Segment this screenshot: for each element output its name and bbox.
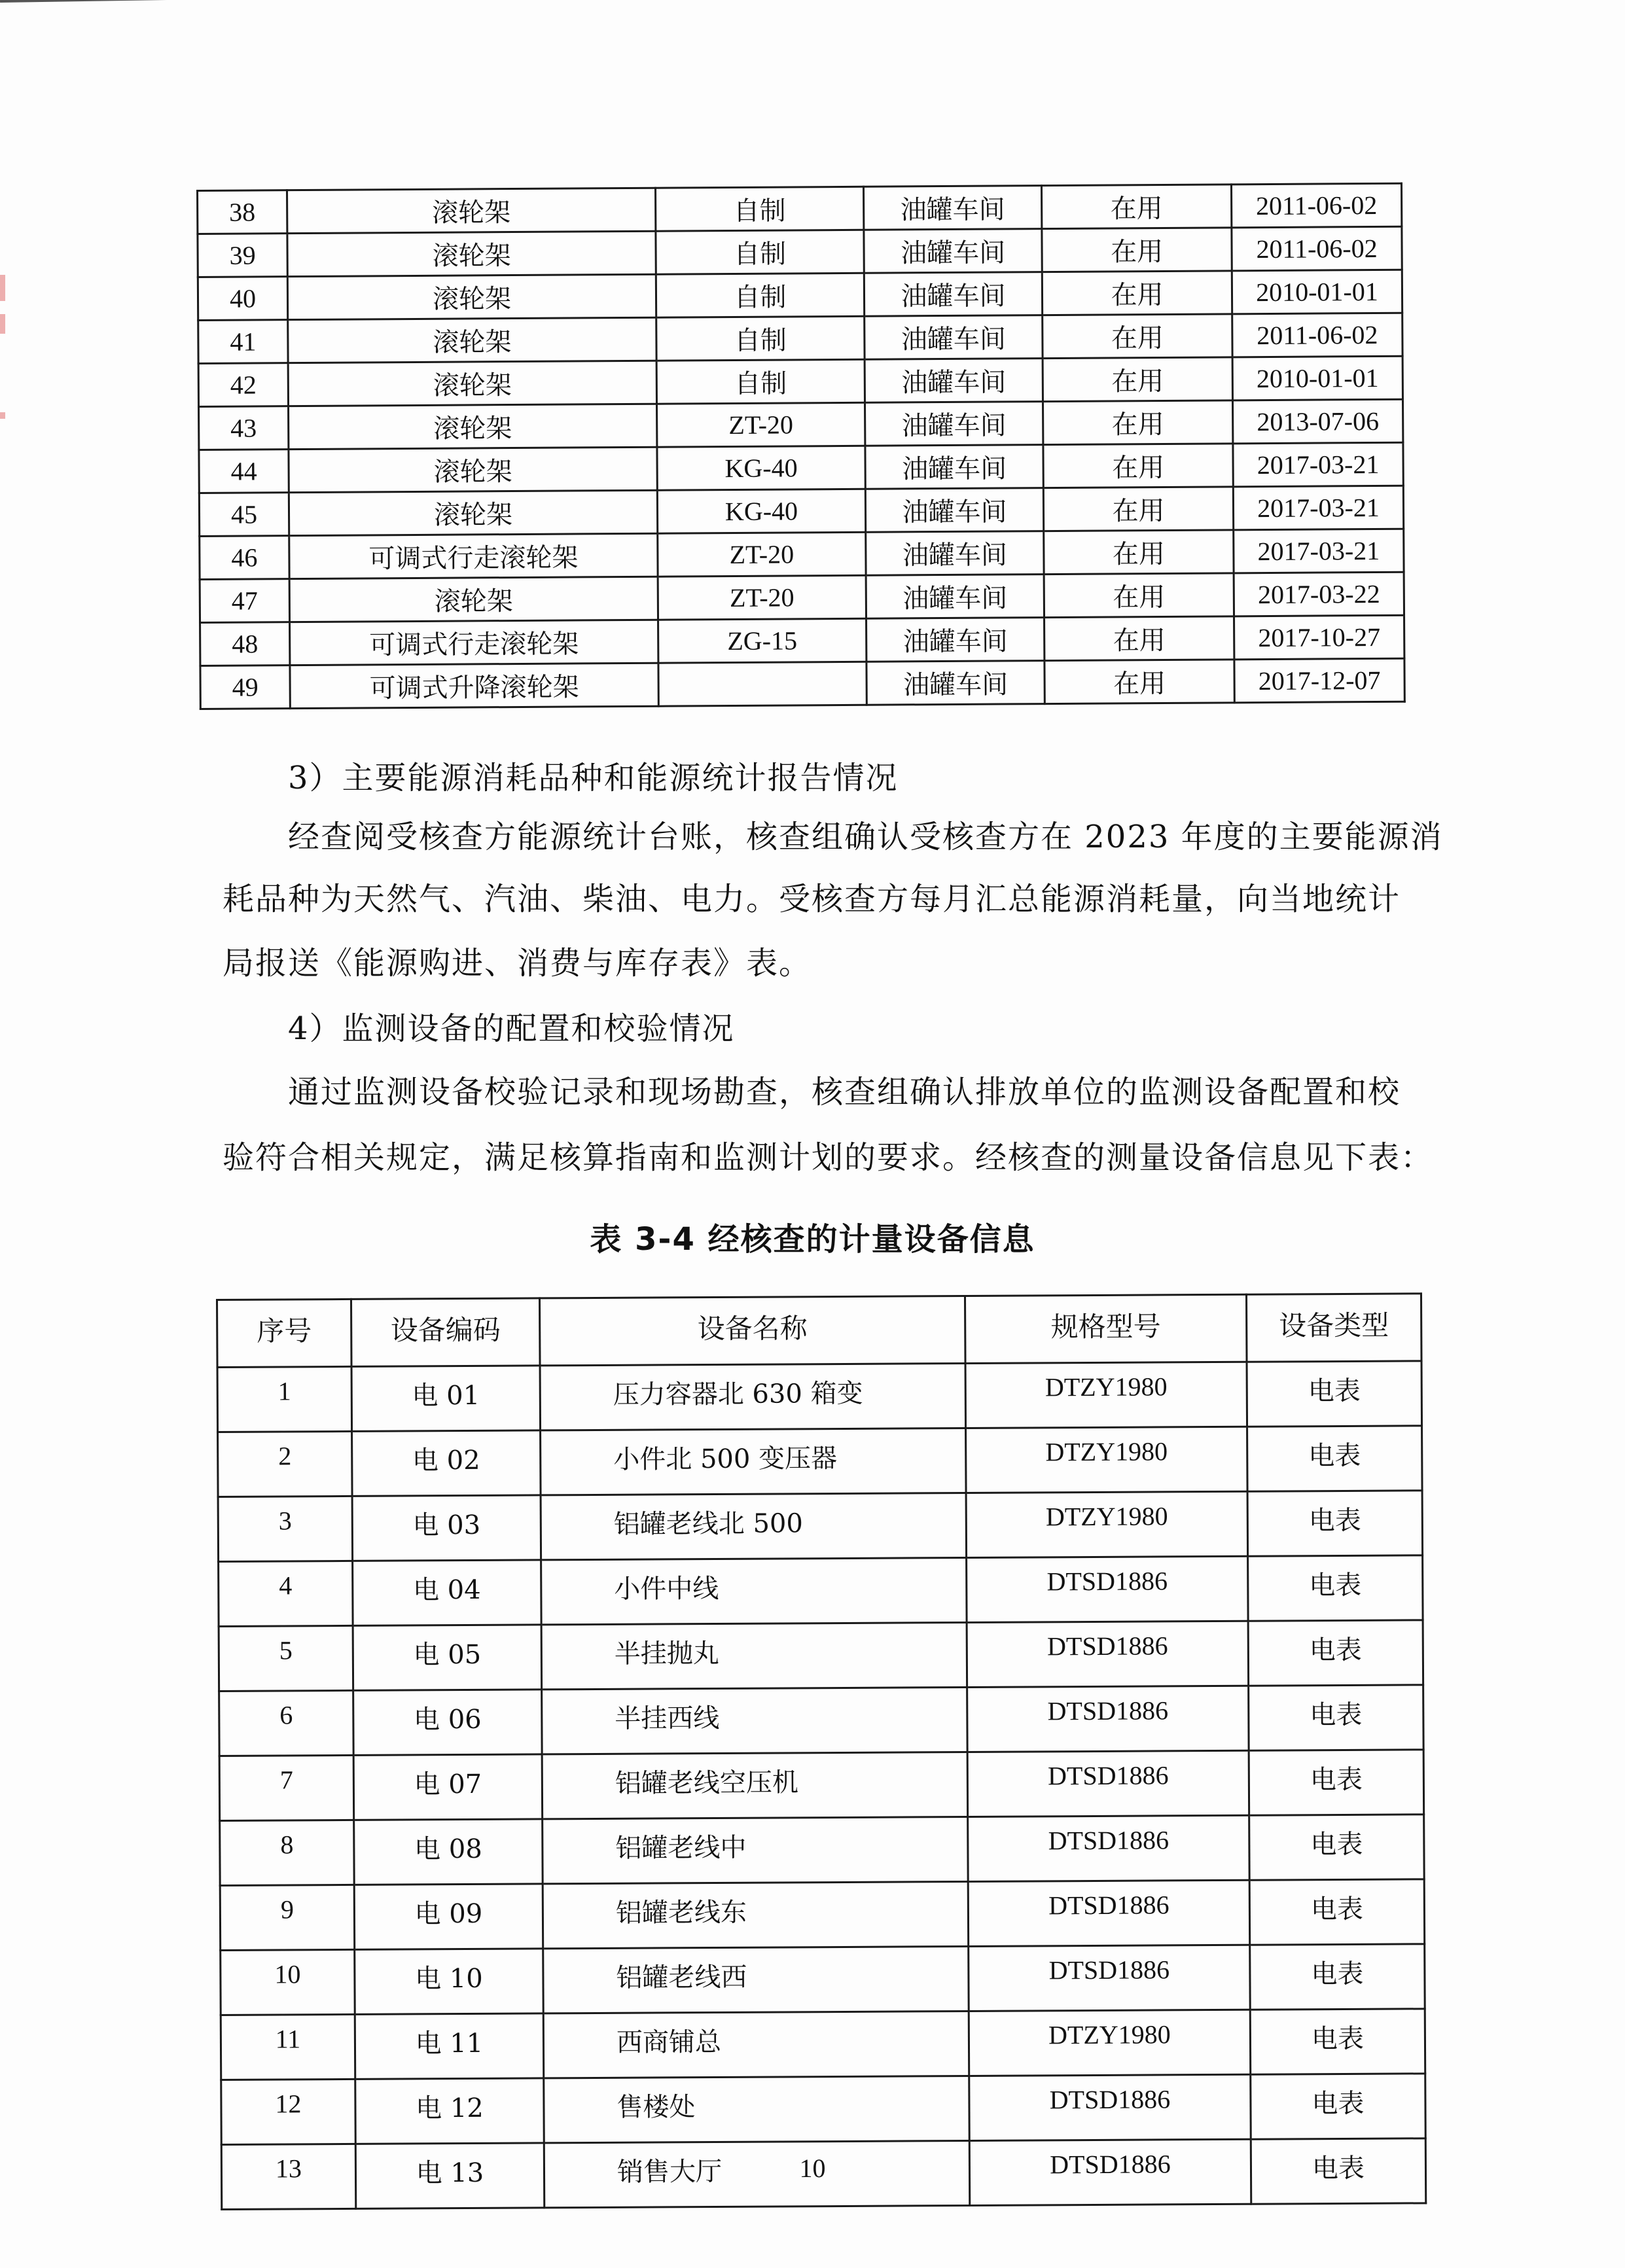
meter-model-cell: DTSD1886 xyxy=(968,1815,1250,1881)
equipment-model-cell: 自制 xyxy=(655,186,863,231)
meter-type-cell: 电表 xyxy=(1248,1555,1423,1621)
equipment-location-cell: 油罐车间 xyxy=(865,488,1043,533)
equipment-row xyxy=(200,658,1404,709)
meter-model-cell: DTSD1886 xyxy=(967,1686,1249,1752)
equipment-row xyxy=(199,486,1403,536)
equipment-name-cell: 滚轮架 xyxy=(289,576,658,622)
meter-type-cell: 电表 xyxy=(1247,1491,1423,1556)
meter-type-cell: 电表 xyxy=(1247,1361,1422,1426)
equipment-model-cell: 自制 xyxy=(656,273,864,317)
equipment-status-cell: 在用 xyxy=(1044,573,1234,618)
section4-line: 验符合相关规定，满足核算指南和监测计划的要求。经核查的测量设备信息见下表： xyxy=(223,1139,1434,1176)
meter-type-cell: 电表 xyxy=(1249,1815,1425,1880)
meter-code-cell: 电 08 xyxy=(354,1819,543,1885)
meter-code-cell: 电 01 xyxy=(351,1366,541,1432)
equipment-location-cell: 油罐车间 xyxy=(865,402,1043,446)
meter-no-cell: 3 xyxy=(218,1496,353,1561)
meter-code-cell: 电 11 xyxy=(355,2013,544,2080)
section3-line: 耗品种为天然气、汽油、柴油、电力。受核查方每月汇总能源消耗量，向当地统计 xyxy=(223,881,1401,917)
equipment-name-cell: 可调式升降滚轮架 xyxy=(290,663,658,708)
equipment-status-cell: 在用 xyxy=(1044,530,1234,575)
equipment-date-cell: 2011-06-02 xyxy=(1232,226,1402,271)
equipment-model-cell: KG-40 xyxy=(657,446,865,490)
equipment-model-cell: KG-40 xyxy=(657,489,865,533)
meter-name-cell: 销售大厅 xyxy=(544,2140,970,2207)
meter-no-cell: 2 xyxy=(218,1431,353,1497)
equipment-date-cell: 2010-01-01 xyxy=(1232,270,1402,314)
equipment-location-cell: 油罐车间 xyxy=(866,661,1045,705)
equipment-row xyxy=(200,572,1404,622)
equipment-no-cell: 39 xyxy=(198,234,287,277)
equipment-model-cell: ZT-20 xyxy=(657,402,865,447)
meter-row xyxy=(220,1879,1424,1951)
equipment-date-cell: 2010-01-01 xyxy=(1232,356,1402,400)
equipment-name-cell: 滚轮架 xyxy=(287,231,656,276)
equipment-row xyxy=(198,270,1402,320)
meter-no-cell: 4 xyxy=(219,1561,353,1626)
equipment-model-cell xyxy=(658,662,866,706)
page-number: 10 xyxy=(799,2153,826,2183)
equipment-status-cell: 在用 xyxy=(1043,400,1233,445)
equipment-model-cell: 自制 xyxy=(656,359,865,404)
equipment-date-cell: 2011-06-02 xyxy=(1232,313,1402,357)
equipment-model-cell: ZG-15 xyxy=(658,618,866,663)
section3-heading: 3）主要能源消耗品种和能源统计报告情况 xyxy=(288,760,899,796)
meter-code-cell: 电 13 xyxy=(355,2143,545,2209)
meter-model-cell: DTZY1980 xyxy=(965,1362,1247,1428)
equipment-location-cell: 油罐车间 xyxy=(865,315,1043,360)
meter-model-cell: DTSD1886 xyxy=(969,2139,1251,2205)
equipment-location-cell: 油罐车间 xyxy=(864,229,1042,274)
equipment-status-cell: 在用 xyxy=(1045,660,1234,704)
equipment-date-cell: 2017-03-21 xyxy=(1233,442,1403,487)
equipment-no-cell: 43 xyxy=(199,406,289,450)
meter-code-cell: 电 09 xyxy=(354,1884,543,1950)
equipment-no-cell: 48 xyxy=(200,622,290,666)
equipment-status-cell: 在用 xyxy=(1043,444,1233,488)
equipment-location-cell: 油罐车间 xyxy=(865,445,1043,489)
meter-code-cell: 电 12 xyxy=(355,2078,545,2144)
meter-type-cell: 电表 xyxy=(1251,2138,1426,2204)
equipment-status-cell: 在用 xyxy=(1043,314,1232,359)
meter-no-cell: 8 xyxy=(220,1820,355,1885)
meter-name-cell: 半挂抛丸 xyxy=(541,1623,967,1690)
header-cell: 设备编码 xyxy=(351,1298,541,1367)
meter-row xyxy=(221,2009,1425,2080)
equipment-no-cell: 45 xyxy=(199,493,289,537)
equipment-model-cell: 自制 xyxy=(656,316,865,361)
meter-name-cell: 铝罐老线中 xyxy=(543,1816,969,1883)
equipment-date-cell: 2017-10-27 xyxy=(1234,615,1404,660)
header-cell: 序号 xyxy=(217,1299,352,1367)
equipment-location-cell: 油罐车间 xyxy=(863,186,1041,230)
equipment-row xyxy=(200,615,1404,665)
equipment-name-cell: 滚轮架 xyxy=(288,317,656,363)
meter-code-cell: 电 05 xyxy=(353,1625,542,1691)
equipment-model-cell: 自制 xyxy=(656,230,864,274)
equipment-row xyxy=(198,183,1402,234)
table-caption: 表 3-4 经核查的计量设备信息 xyxy=(590,1221,1035,1258)
equipment-location-cell: 油罐车间 xyxy=(866,531,1044,576)
equipment-no-cell: 49 xyxy=(200,665,290,709)
meter-row xyxy=(221,2074,1425,2145)
header-cell: 规格型号 xyxy=(965,1294,1247,1363)
meter-name-cell: 铝罐老线北 500 xyxy=(541,1493,967,1560)
equipment-date-cell: 2017-12-07 xyxy=(1234,658,1404,703)
section3-line: 局报送《能源购进、消费与库存表》表。 xyxy=(223,945,812,982)
meter-model-cell: DTZY1980 xyxy=(966,1426,1248,1493)
equipment-status-cell: 在用 xyxy=(1043,357,1232,402)
equipment-row xyxy=(198,313,1402,363)
equipment-name-cell: 滚轮架 xyxy=(289,490,657,535)
meter-model-cell: DTZY1980 xyxy=(969,2010,1251,2076)
equipment-date-cell: 2011-06-02 xyxy=(1231,183,1401,228)
equipment-no-cell: 42 xyxy=(198,363,288,407)
equipment-location-cell: 油罐车间 xyxy=(866,618,1045,662)
stamp-mark xyxy=(0,412,5,419)
meter-type-cell: 电表 xyxy=(1249,1879,1425,1945)
meter-model-cell: DTSD1886 xyxy=(969,2074,1251,2140)
meter-table-header xyxy=(217,1294,1422,1368)
meter-no-cell: 9 xyxy=(220,1885,355,1950)
equipment-date-cell: 2013-07-06 xyxy=(1232,399,1402,444)
meter-table xyxy=(216,1292,1427,2210)
meter-code-cell: 电 06 xyxy=(353,1690,543,1756)
equipment-date-cell: 2017-03-22 xyxy=(1234,572,1404,616)
meter-model-cell: DTSD1886 xyxy=(967,1750,1249,1816)
equipment-no-cell: 38 xyxy=(198,190,287,234)
equipment-table xyxy=(196,183,1406,710)
equipment-no-cell: 40 xyxy=(198,277,287,321)
meter-row xyxy=(219,1750,1423,1821)
meter-row xyxy=(219,1685,1423,1756)
meter-name-cell: 小件北 500 变压器 xyxy=(541,1428,967,1495)
header-cell: 设备类型 xyxy=(1246,1294,1421,1362)
meter-no-cell: 6 xyxy=(219,1690,354,1756)
equipment-name-cell: 滚轮架 xyxy=(288,361,656,406)
section3-line: 经查阅受核查方能源统计台账，核查组确认受核查方在 2023 年度的主要能源消 xyxy=(288,819,1443,855)
equipment-no-cell: 41 xyxy=(198,320,288,364)
equipment-row xyxy=(199,399,1403,450)
meter-no-cell: 11 xyxy=(221,2014,355,2080)
meter-type-cell: 电表 xyxy=(1249,1685,1424,1750)
meter-name-cell: 小件中线 xyxy=(541,1558,967,1625)
meter-type-cell: 电表 xyxy=(1251,2074,1426,2139)
meter-model-cell: DTZY1980 xyxy=(966,1491,1248,1557)
meter-code-cell: 电 02 xyxy=(352,1430,541,1497)
meter-no-cell: 13 xyxy=(221,2144,356,2209)
meter-code-cell: 电 07 xyxy=(353,1754,543,1820)
equipment-name-cell: 可调式行走滚轮架 xyxy=(290,620,658,665)
meter-no-cell: 12 xyxy=(221,2079,356,2144)
equipment-name-cell: 滚轮架 xyxy=(289,447,657,492)
meter-model-cell: DTSD1886 xyxy=(969,1945,1251,2011)
meter-no-cell: 5 xyxy=(219,1625,353,1691)
equipment-date-cell: 2017-03-21 xyxy=(1234,529,1404,573)
meter-row xyxy=(217,1361,1421,1432)
meter-name-cell: 西商铺总 xyxy=(543,2011,969,2078)
meter-type-cell: 电表 xyxy=(1250,1944,1425,2010)
equipment-name-cell: 滚轮架 xyxy=(289,404,657,449)
meter-model-cell: DTSD1886 xyxy=(967,1556,1249,1622)
equipment-location-cell: 油罐车间 xyxy=(864,272,1042,317)
equipment-model-cell: ZT-20 xyxy=(658,575,866,620)
stamp-mark xyxy=(0,314,5,334)
equipment-no-cell: 44 xyxy=(199,450,289,493)
header-cell: 设备名称 xyxy=(540,1296,966,1366)
equipment-status-cell: 在用 xyxy=(1043,487,1233,531)
stamp-mark xyxy=(0,275,5,301)
equipment-status-cell: 在用 xyxy=(1045,616,1234,661)
equipment-name-cell: 滚轮架 xyxy=(287,274,656,319)
equipment-row xyxy=(200,529,1404,579)
equipment-location-cell: 油罐车间 xyxy=(866,575,1044,619)
meter-name-cell: 铝罐老线空压机 xyxy=(542,1752,968,1818)
meter-row xyxy=(220,1815,1424,1886)
equipment-no-cell: 47 xyxy=(200,579,289,623)
meter-name-cell: 铝罐老线东 xyxy=(543,1881,969,1948)
equipment-status-cell: 在用 xyxy=(1042,228,1232,272)
meter-type-cell: 电表 xyxy=(1250,2009,1425,2074)
meter-code-cell: 电 03 xyxy=(352,1495,541,1561)
meter-type-cell: 电表 xyxy=(1249,1750,1424,1815)
scan-edge-line xyxy=(0,0,366,3)
equipment-name-cell: 滚轮架 xyxy=(287,188,656,233)
meter-row xyxy=(219,1555,1423,1627)
equipment-location-cell: 油罐车间 xyxy=(865,359,1043,403)
meter-no-cell: 7 xyxy=(219,1755,354,1820)
meter-name-cell: 铝罐老线西 xyxy=(543,1946,969,2013)
meter-row xyxy=(221,1944,1425,2015)
equipment-model-cell: ZT-20 xyxy=(658,532,866,576)
equipment-status-cell: 在用 xyxy=(1042,271,1232,315)
meter-row xyxy=(219,1620,1423,1692)
meter-model-cell: DTSD1886 xyxy=(967,1621,1249,1687)
meter-name-cell: 售楼处 xyxy=(544,2076,970,2142)
equipment-date-cell: 2017-03-21 xyxy=(1233,486,1403,530)
meter-code-cell: 电 10 xyxy=(355,1949,544,2015)
equipment-row xyxy=(198,226,1402,277)
meter-no-cell: 10 xyxy=(221,1949,355,2015)
meter-type-cell: 电表 xyxy=(1247,1426,1423,1491)
equipment-status-cell: 在用 xyxy=(1041,185,1231,229)
meter-no-cell: 1 xyxy=(217,1366,352,1432)
equipment-row xyxy=(199,442,1403,493)
meter-code-cell: 电 04 xyxy=(353,1560,542,1626)
meter-row xyxy=(218,1426,1422,1497)
section4-heading: 4）监测设备的配置和校验情况 xyxy=(288,1010,735,1047)
equipment-row xyxy=(198,356,1402,406)
meter-model-cell: DTSD1886 xyxy=(968,1880,1250,1946)
meter-type-cell: 电表 xyxy=(1248,1620,1423,1686)
equipment-name-cell: 可调式行走滚轮架 xyxy=(289,533,658,578)
section4-line: 通过监测设备校验记录和现场勘查，核查组确认排放单位的监测设备配置和校 xyxy=(288,1074,1401,1110)
meter-name-cell: 压力容器北 630 箱变 xyxy=(540,1364,966,1430)
meter-name-cell: 半挂西线 xyxy=(542,1687,968,1754)
equipment-no-cell: 46 xyxy=(200,536,289,580)
meter-row xyxy=(218,1491,1422,1562)
